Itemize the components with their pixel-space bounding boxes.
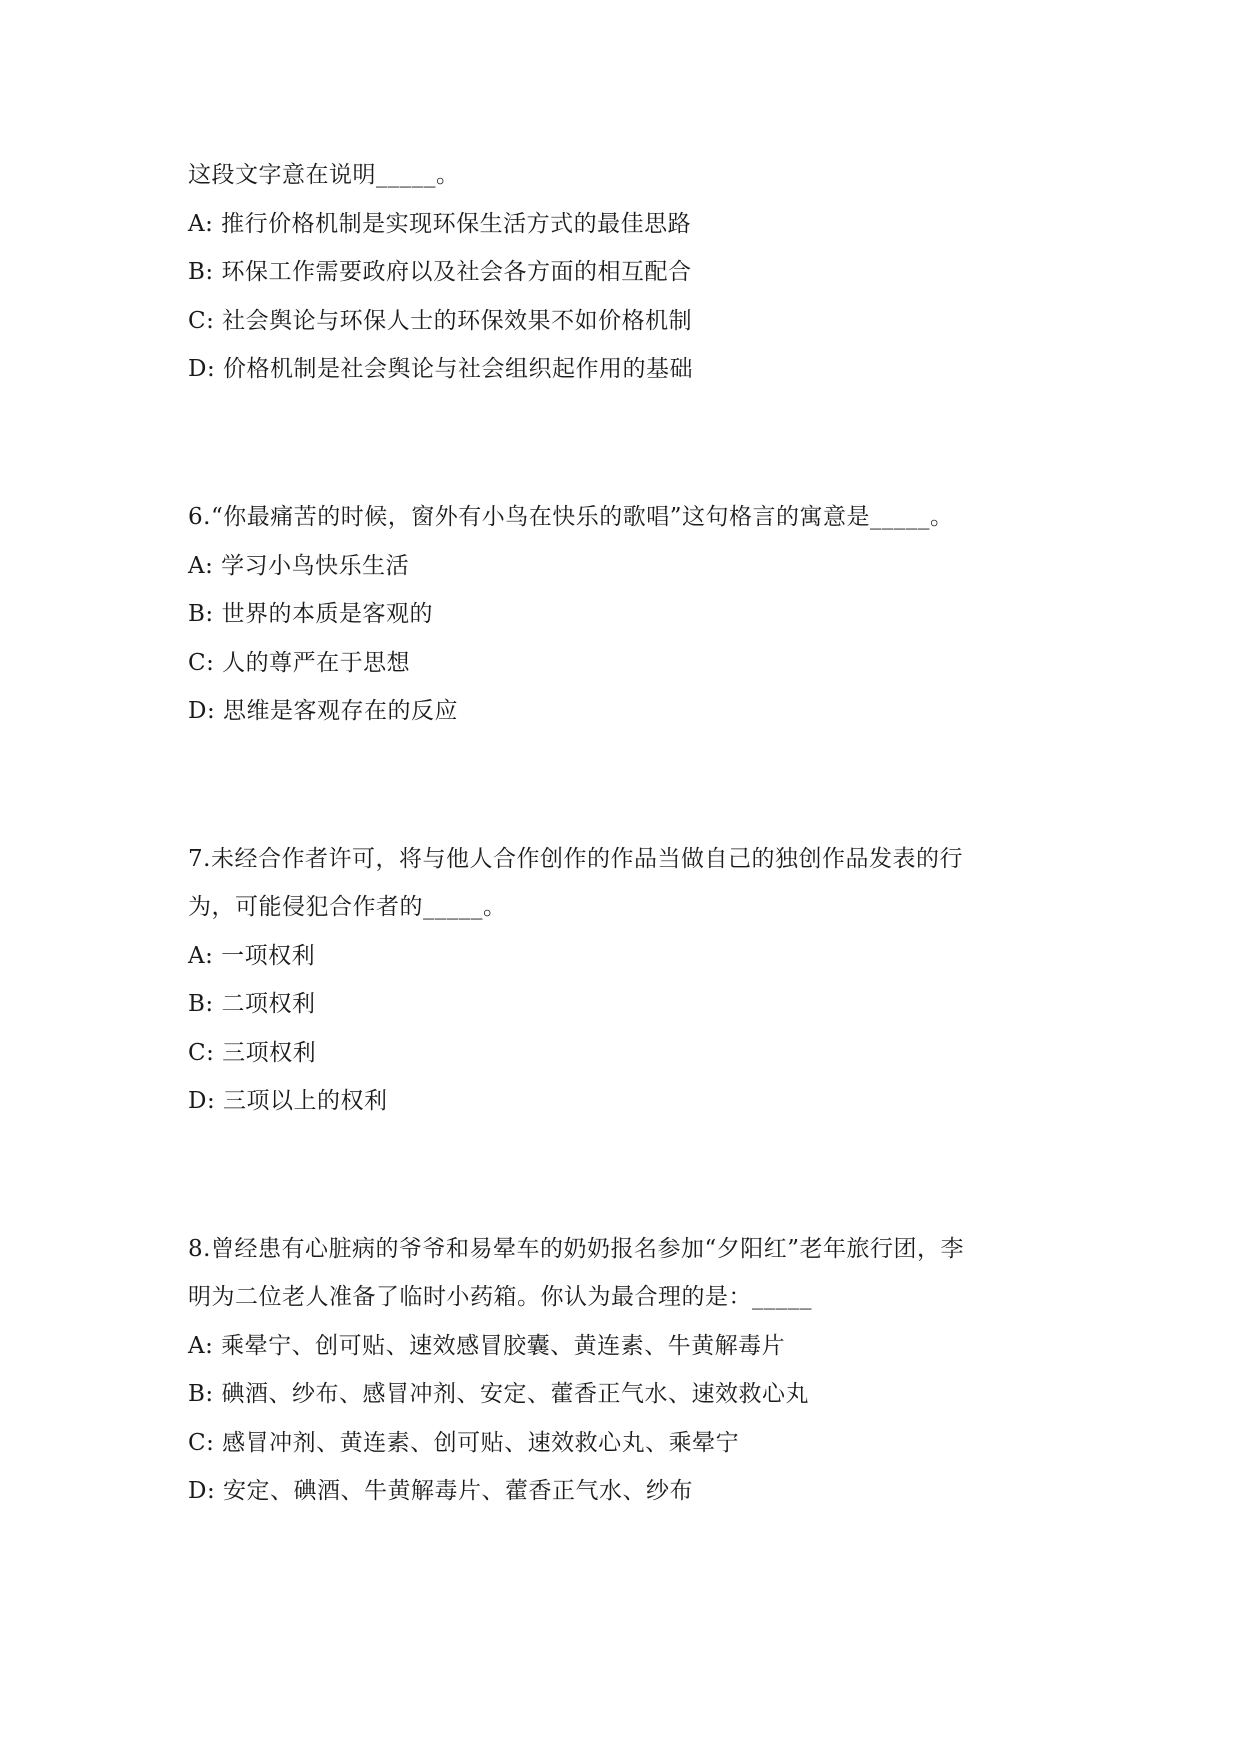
- option-letter: D:: [188, 356, 216, 382]
- option-letter: C:: [188, 308, 215, 334]
- option-text: 环保工作需要政府以及社会各方面的相互配合: [221, 259, 692, 285]
- option-letter: B:: [188, 259, 214, 285]
- option-letter: B:: [188, 601, 214, 627]
- question-stem-line: 6.“你最痛苦的时候，窗外有小鸟在快乐的歌唱”这句格言的寓意是_____。: [188, 504, 954, 530]
- option-b: [188, 257, 691, 287]
- question-stem-line: 8.曾经患有心脏病的爷爷和易晕车的奶奶报名参加“夕阳红”老年旅行团，李: [188, 1236, 964, 1262]
- option-d: [188, 1086, 388, 1116]
- option-letter: D:: [188, 1088, 216, 1114]
- option-a: [188, 551, 409, 581]
- option-letter: B:: [188, 1381, 214, 1407]
- option-text: 三项以上的权利: [223, 1088, 388, 1114]
- option-letter: C:: [188, 1040, 215, 1066]
- option-letter: A:: [188, 1333, 214, 1359]
- option-letter: D:: [188, 698, 216, 724]
- question-stem-line: 7.未经合作者许可，将与他人合作创作的作品当做自己的独创作品发表的行: [188, 846, 963, 872]
- option-d: [188, 1476, 693, 1506]
- option-text: 二项权利: [221, 991, 316, 1017]
- option-text: 思维是客观存在的反应: [223, 698, 459, 724]
- question-stem-line: 明为二位老人准备了临时小药箱。你认为最合理的是：_____: [188, 1284, 812, 1310]
- option-letter: A:: [188, 943, 214, 969]
- option-text: 三项权利: [222, 1040, 317, 1066]
- option-text: 一项权利: [221, 943, 316, 969]
- option-letter: B:: [188, 991, 214, 1017]
- option-b: [188, 599, 433, 629]
- option-letter: D:: [188, 1478, 216, 1504]
- option-text: 学习小鸟快乐生活: [221, 553, 410, 579]
- option-c: [188, 648, 410, 678]
- option-c: [188, 306, 692, 336]
- option-letter: A:: [188, 211, 214, 237]
- option-text: 价格机制是社会舆论与社会组织起作用的基础: [223, 356, 694, 382]
- option-b: [188, 1379, 809, 1409]
- option-text: 世界的本质是客观的: [221, 601, 433, 627]
- option-text: 推行价格机制是实现环保生活方式的最佳思路: [221, 211, 692, 237]
- option-text: 碘酒、纱布、感冒冲剂、安定、藿香正气水、速效救心丸: [221, 1381, 809, 1407]
- option-d: [188, 696, 458, 726]
- option-letter: A:: [188, 553, 214, 579]
- question-stem-line: 这段文字意在说明_____。: [188, 162, 460, 188]
- option-d: [188, 354, 693, 384]
- option-letter: C:: [188, 650, 215, 676]
- option-text: 人的尊严在于思想: [222, 650, 411, 676]
- option-text: 感冒冲剂、黄连素、创可贴、速效救心丸、乘晕宁: [222, 1430, 740, 1456]
- option-text: 社会舆论与环保人士的环保效果不如价格机制: [222, 308, 693, 334]
- question-stem-line: 为，可能侵犯合作者的_____。: [188, 894, 507, 920]
- option-c: [188, 1038, 316, 1068]
- option-b: [188, 989, 315, 1019]
- option-text: 乘晕宁、创可贴、速效感冒胶囊、黄连素、牛黄解毒片: [221, 1333, 786, 1359]
- option-c: [188, 1428, 739, 1458]
- option-a: [188, 941, 315, 971]
- option-a: [188, 209, 691, 239]
- option-letter: C:: [188, 1430, 215, 1456]
- option-text: 安定、碘酒、牛黄解毒片、藿香正气水、纱布: [223, 1478, 694, 1504]
- option-a: [188, 1331, 785, 1361]
